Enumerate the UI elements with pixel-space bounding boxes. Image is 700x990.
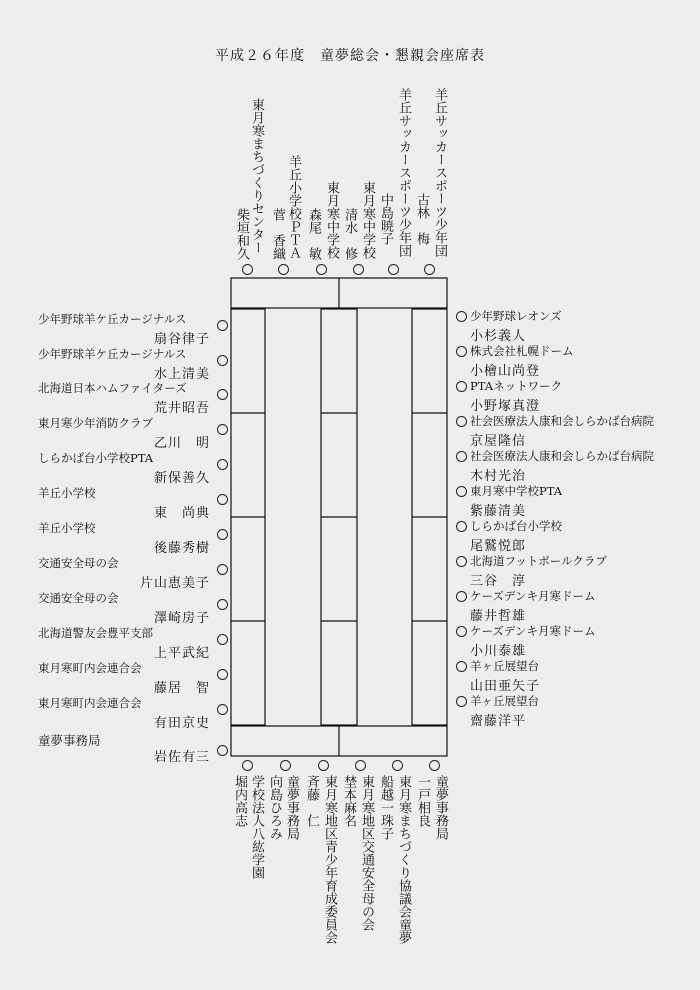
seat-org: ケーズデンキ月寒ドーム <box>470 624 596 638</box>
seat-circle <box>392 760 403 771</box>
seat-circle <box>217 355 228 366</box>
seat-circle <box>217 389 228 400</box>
seat-name: 向島ひろみ <box>267 775 282 840</box>
seat-name: 有田京史 <box>153 716 210 731</box>
seat-org: 少年野球羊ケ丘カージナルス <box>38 312 187 326</box>
seat-org: 羊ヶ丘展望台 <box>470 659 539 673</box>
seat-org: しらかば台小学校PTA <box>38 451 154 465</box>
seat-name: 上平武紀 <box>153 646 210 661</box>
seat-name: 荒井昭吾 <box>153 401 210 416</box>
seat-name: 片山恵美子 <box>139 576 210 591</box>
seat-circle <box>456 486 467 497</box>
seat-org: 社会医療法人康和会しらかば台病院 <box>470 414 654 428</box>
seat-name: 扇谷律子 <box>153 332 210 347</box>
seat-org: 社会医療法人康和会しらかば台病院 <box>470 449 654 463</box>
seat-name: 斉藤 仁 <box>304 775 319 827</box>
seat-name: 水上清美 <box>153 367 210 382</box>
seat-circle <box>429 760 440 771</box>
seat-name: 小川泰雄 <box>470 644 527 659</box>
seat-circle <box>316 264 327 275</box>
seat-org: 東月寒まちづくりセンター <box>249 98 264 254</box>
page-title: 平成２６年度 童夢総会・懇親会座席表 <box>215 48 485 64</box>
seat-org: 羊丘小学校ＰＴＡ <box>286 155 301 259</box>
seat-circle <box>456 696 467 707</box>
seat-name: 齋藤洋平 <box>470 714 527 729</box>
seat-circle <box>456 451 467 462</box>
seat-circle <box>456 591 467 602</box>
seat-org: しらかば台小学校 <box>470 519 562 533</box>
seat-name: 船越一珠子 <box>378 775 393 840</box>
seat-name: 清水 修 <box>342 208 357 260</box>
seat-circle <box>217 704 228 715</box>
seat-name: 一戸相良 <box>415 775 430 827</box>
seat-org: ケーズデンキ月寒ドーム <box>470 589 596 603</box>
seat-name: 新保善久 <box>153 471 210 486</box>
seat-circle <box>217 669 228 680</box>
seat-org: 北海道フットボールクラブ <box>470 554 607 568</box>
seat-org: 北海道警友会豊平支部 <box>38 626 153 640</box>
seat-circle <box>217 424 228 435</box>
seat-name: 三谷 淳 <box>470 574 527 589</box>
seat-org: 学校法人八紘学園 <box>249 775 264 879</box>
seat-org: 交通安全母の会 <box>38 556 119 570</box>
seat-name: 京屋隆信 <box>470 434 527 449</box>
seat-name: 菅 香織 <box>270 208 285 260</box>
seat-name: 澤崎房子 <box>153 611 210 626</box>
seat-name: 堀内高志 <box>232 775 247 827</box>
seat-name: 埜本麻名 <box>341 775 356 827</box>
seat-org: 北海道日本ハムファイターズ <box>38 381 187 395</box>
seat-circle <box>242 760 253 771</box>
seat-name: 木村光治 <box>470 469 527 484</box>
seat-circle <box>318 760 329 771</box>
seat-org: 株式会社札幌ドーム <box>470 344 574 358</box>
seat-name: 古林 梅 <box>414 193 429 245</box>
seat-circle <box>353 264 364 275</box>
seat-circle <box>217 634 228 645</box>
seat-org: 東月寒地区青少年育成委員会 <box>322 775 337 944</box>
seat-org: 童夢事務局 <box>38 733 101 748</box>
seat-circle <box>456 556 467 567</box>
seat-org: 東月寒地区交通安全母の会 <box>359 775 374 931</box>
seat-name: 小杉義人 <box>470 329 527 344</box>
seat-org: 少年野球レオンズ <box>470 309 562 323</box>
seat-org: 東月寒中学校 <box>324 181 339 259</box>
seat-circle <box>217 599 228 610</box>
seat-org: 童夢事務局 <box>284 775 299 840</box>
seat-circle <box>217 320 228 331</box>
seat-org: 少年野球羊ケ丘カージナルス <box>38 347 187 361</box>
seat-circle <box>424 264 435 275</box>
seat-name: 中島暁子 <box>378 193 393 245</box>
seat-org: 東月寒少年消防クラブ <box>38 416 153 430</box>
seat-circle <box>456 661 467 672</box>
seat-circle <box>456 311 467 322</box>
seat-org: 羊丘サッカースポーツ少年団 <box>432 88 447 257</box>
seat-org: PTAネットワーク <box>470 379 563 393</box>
seat-name: 尾鷲悦郎 <box>470 539 527 554</box>
seat-circle <box>278 264 289 275</box>
seat-circle <box>456 416 467 427</box>
seat-circle <box>217 745 228 756</box>
seat-name: 後藤秀樹 <box>153 541 210 556</box>
seat-name: 紫藤清美 <box>470 504 527 519</box>
seat-circle <box>280 760 291 771</box>
seat-name: 柴垣和久 <box>234 208 249 260</box>
seat-org: 交通安全母の会 <box>38 591 119 605</box>
seat-circle <box>456 521 467 532</box>
seat-circle <box>217 564 228 575</box>
seat-name: 岩佐有三 <box>153 750 210 765</box>
seat-org: 東月寒町内会連合会 <box>38 696 142 710</box>
seat-name: 藤居 智 <box>153 681 210 696</box>
seat-org: 童夢事務局 <box>433 775 448 840</box>
seat-org: 羊丘小学校 <box>38 486 96 500</box>
seat-circle <box>217 494 228 505</box>
seat-name: 小檜山尚登 <box>470 364 541 379</box>
seat-org: 東月寒まちづくり協議会童夢 <box>396 775 411 944</box>
seat-name: 山田亜矢子 <box>470 679 541 694</box>
seat-name: 藤井哲雄 <box>470 609 527 624</box>
seat-org: 羊ヶ丘展望台 <box>470 694 539 708</box>
seat-org: 東月寒町内会連合会 <box>38 661 142 675</box>
seat-circle <box>456 626 467 637</box>
seat-org: 東月寒中学校 <box>360 181 375 259</box>
seat-org: 羊丘小学校 <box>38 521 96 535</box>
seat-name: 小野塚真澄 <box>470 399 541 414</box>
seat-name: 乙川 明 <box>153 436 210 451</box>
seat-circle <box>217 529 228 540</box>
seat-circle <box>456 346 467 357</box>
seat-circle <box>388 264 399 275</box>
seat-org: 東月寒中学校PTA <box>470 484 563 498</box>
seat-name: 森尾 敏 <box>306 208 321 260</box>
seat-circle <box>456 381 467 392</box>
seat-name: 東 尚典 <box>153 506 210 521</box>
seat-circle <box>355 760 366 771</box>
seat-org: 羊丘サッカースポーツ少年団 <box>396 88 411 257</box>
seat-circle <box>242 264 253 275</box>
seat-circle <box>217 459 228 470</box>
